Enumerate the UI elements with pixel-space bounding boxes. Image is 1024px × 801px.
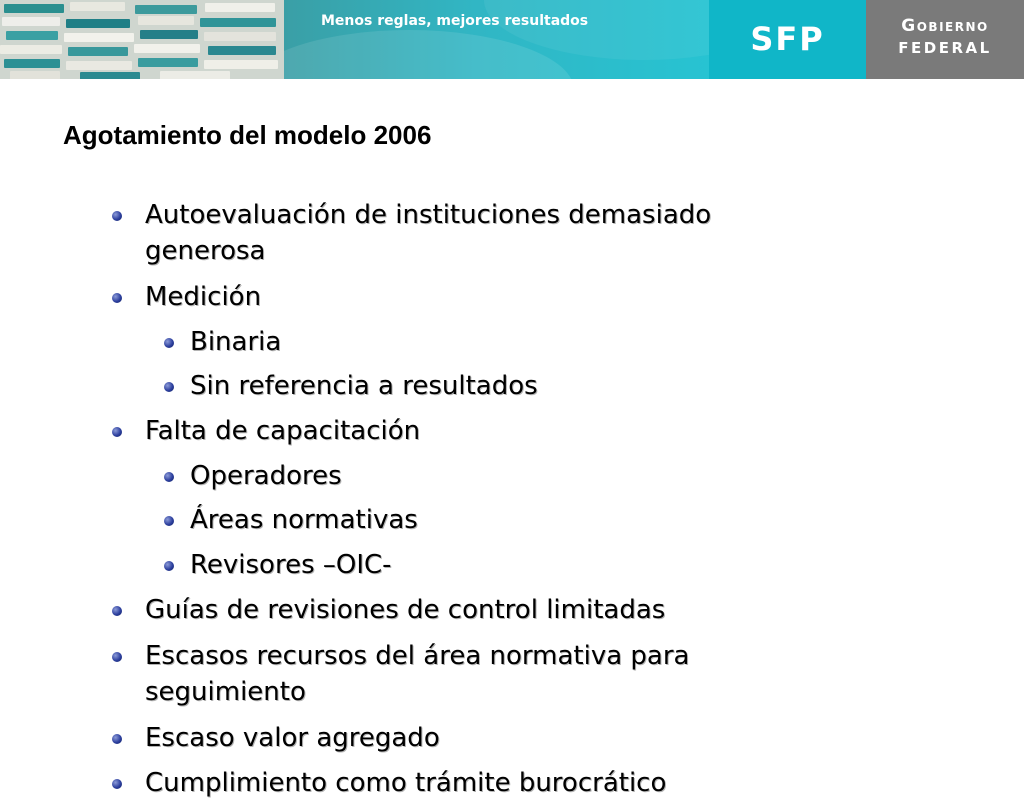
bullet-dot [112, 652, 122, 662]
sfp-logo-text: SFP [750, 20, 825, 58]
bullet-subitem: Sin referencia a resultados [190, 371, 538, 401]
bullet-dot [164, 382, 174, 392]
bullet-item: Cumplimiento como trámite burocrático [145, 768, 667, 798]
bullet-subitem: Revisores –OIC- [190, 550, 392, 580]
bullet-item: Escasos recursos del área normativa para seguimiento [145, 641, 690, 707]
bullet-item: Medición [145, 282, 262, 312]
bullet-item: Escaso valor agregado [145, 723, 440, 753]
bullet-subitem: Áreas normativas [190, 505, 418, 535]
slide-title: Agotamiento del modelo 2006 [63, 120, 432, 150]
bullet-item: Falta de capacitación [145, 416, 421, 446]
bullet-dot [112, 779, 122, 789]
gobierno-logo-line1: Gobierno [901, 16, 989, 36]
bullet-dot [112, 211, 122, 221]
bullet-dot [112, 734, 122, 744]
bullet-dot [112, 427, 122, 437]
gobierno-logo-line2: FEDERAL [898, 39, 992, 57]
bullet-item: Guías de revisiones de control limitadas [145, 595, 666, 625]
bullet-dot [164, 338, 174, 348]
bullet-subitem: Operadores [190, 461, 342, 491]
bullet-item: Autoevaluación de instituciones demasiado generosa [145, 200, 712, 266]
bullet-dot [164, 561, 174, 571]
bullet-dot [112, 293, 122, 303]
bullet-dot [112, 606, 122, 616]
header-tagline: Menos reglas, mejores resultados [321, 13, 589, 29]
bullet-dot [164, 516, 174, 526]
bullet-subitem: Binaria [190, 327, 282, 357]
bullet-dot [164, 472, 174, 482]
